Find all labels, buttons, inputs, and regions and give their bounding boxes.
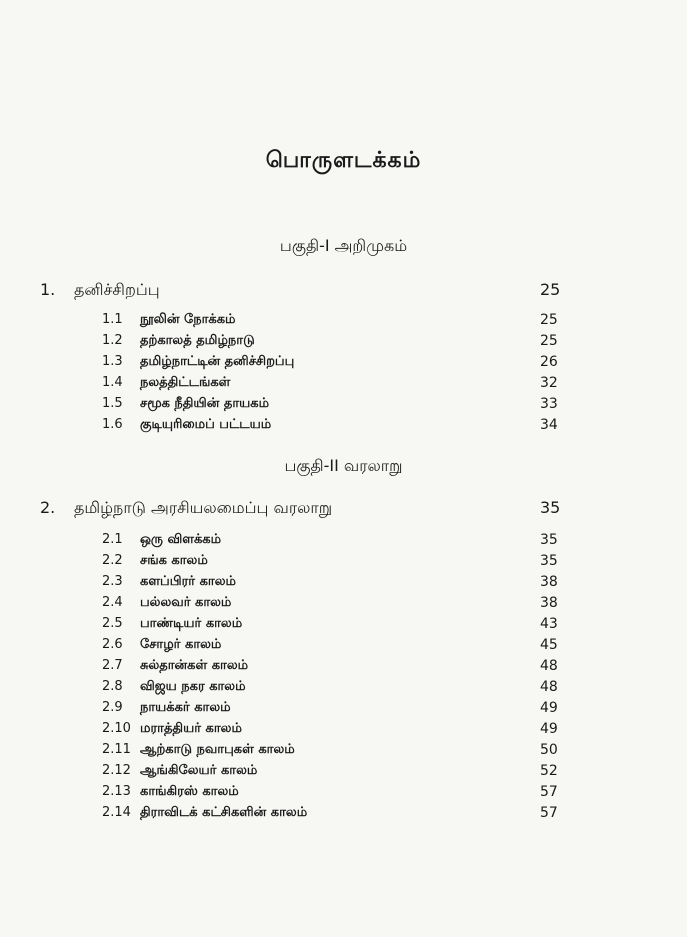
chapter-number: 2. <box>40 498 56 517</box>
section-number: 2.10 <box>102 721 131 736</box>
section-title: நலத்திட்டங்கள் <box>140 375 231 390</box>
section-number: 2.9 <box>102 700 123 715</box>
section-title: சுல்தான்கள் காலம் <box>140 658 249 673</box>
part-heading: பகுதி-II வரலாறு <box>284 456 403 475</box>
section-title: நூலின் நோக்கம் <box>140 312 236 327</box>
section-title: பாண்டியர் காலம் <box>140 616 243 631</box>
section-title: ஆற்காடு நவாபுகள் காலம் <box>140 742 295 757</box>
section-page: 50 <box>540 742 558 758</box>
section-page: 57 <box>540 805 558 821</box>
section-page: 52 <box>540 763 558 779</box>
section-number: 1.6 <box>102 417 123 432</box>
section-title: சமூக நீதியின் தாயகம் <box>140 396 270 411</box>
section-number: 2.12 <box>102 763 131 778</box>
section-page: 35 <box>540 553 558 569</box>
section-page: 38 <box>540 574 558 590</box>
section-number: 1.2 <box>102 333 123 348</box>
section-page: 32 <box>540 375 558 391</box>
section-title: குடியுரிமைப் பட்டயம் <box>140 417 272 432</box>
section-page: 49 <box>540 721 558 737</box>
page-title: பொருளடக்கம் <box>265 148 422 173</box>
section-number: 2.7 <box>102 658 123 673</box>
section-number: 1.1 <box>102 312 123 327</box>
section-page: 43 <box>540 616 558 632</box>
chapter-number: 1. <box>40 280 56 299</box>
chapter-title: தமிழ்நாடு அரசியலமைப்பு வரலாறு <box>74 498 333 517</box>
section-page: 33 <box>540 396 558 412</box>
section-page: 25 <box>540 333 558 349</box>
chapter-page: 25 <box>540 280 561 299</box>
section-number: 2.14 <box>102 805 131 820</box>
section-number: 2.2 <box>102 553 123 568</box>
section-number: 2.5 <box>102 616 123 631</box>
section-number: 2.13 <box>102 784 131 799</box>
section-title: களப்பிரர் காலம் <box>140 574 236 589</box>
section-title: நாயக்கர் காலம் <box>140 700 231 715</box>
section-title: விஜய நகர காலம் <box>140 679 246 694</box>
section-page: 26 <box>540 354 558 370</box>
section-title: திராவிடக் கட்சிகளின் காலம் <box>140 805 308 820</box>
section-number: 2.1 <box>102 532 123 547</box>
section-page: 25 <box>540 312 558 328</box>
section-number: 2.4 <box>102 595 123 610</box>
section-number: 2.3 <box>102 574 123 589</box>
section-page: 35 <box>540 532 558 548</box>
section-page: 49 <box>540 700 558 716</box>
section-title: மராத்தியர் காலம் <box>140 721 242 736</box>
chapter-title: தனிச்சிறப்பு <box>74 280 160 299</box>
section-title: சோழர் காலம் <box>140 637 222 652</box>
section-page: 38 <box>540 595 558 611</box>
part-heading: பகுதி-I அறிமுகம் <box>279 236 408 255</box>
section-page: 45 <box>540 637 558 653</box>
section-number: 2.11 <box>102 742 131 757</box>
chapter-page: 35 <box>540 498 561 517</box>
section-number: 1.4 <box>102 375 123 390</box>
section-page: 48 <box>540 658 558 674</box>
section-number: 2.8 <box>102 679 123 694</box>
section-page: 57 <box>540 784 558 800</box>
section-page: 48 <box>540 679 558 695</box>
section-title: காங்கிரஸ் காலம் <box>140 784 239 799</box>
section-number: 1.3 <box>102 354 123 369</box>
section-number: 1.5 <box>102 396 123 411</box>
section-number: 2.6 <box>102 637 123 652</box>
section-page: 34 <box>540 417 558 433</box>
section-title: தற்காலத் தமிழ்நாடு <box>140 333 255 348</box>
section-title: ஒரு விளக்கம் <box>140 532 222 547</box>
section-title: ஆங்கிலேயர் காலம் <box>140 763 258 778</box>
section-title: சங்க காலம் <box>140 553 208 568</box>
section-title: பல்லவர் காலம் <box>140 595 232 610</box>
section-title: தமிழ்நாட்டின் தனிச்சிறப்பு <box>140 354 295 369</box>
